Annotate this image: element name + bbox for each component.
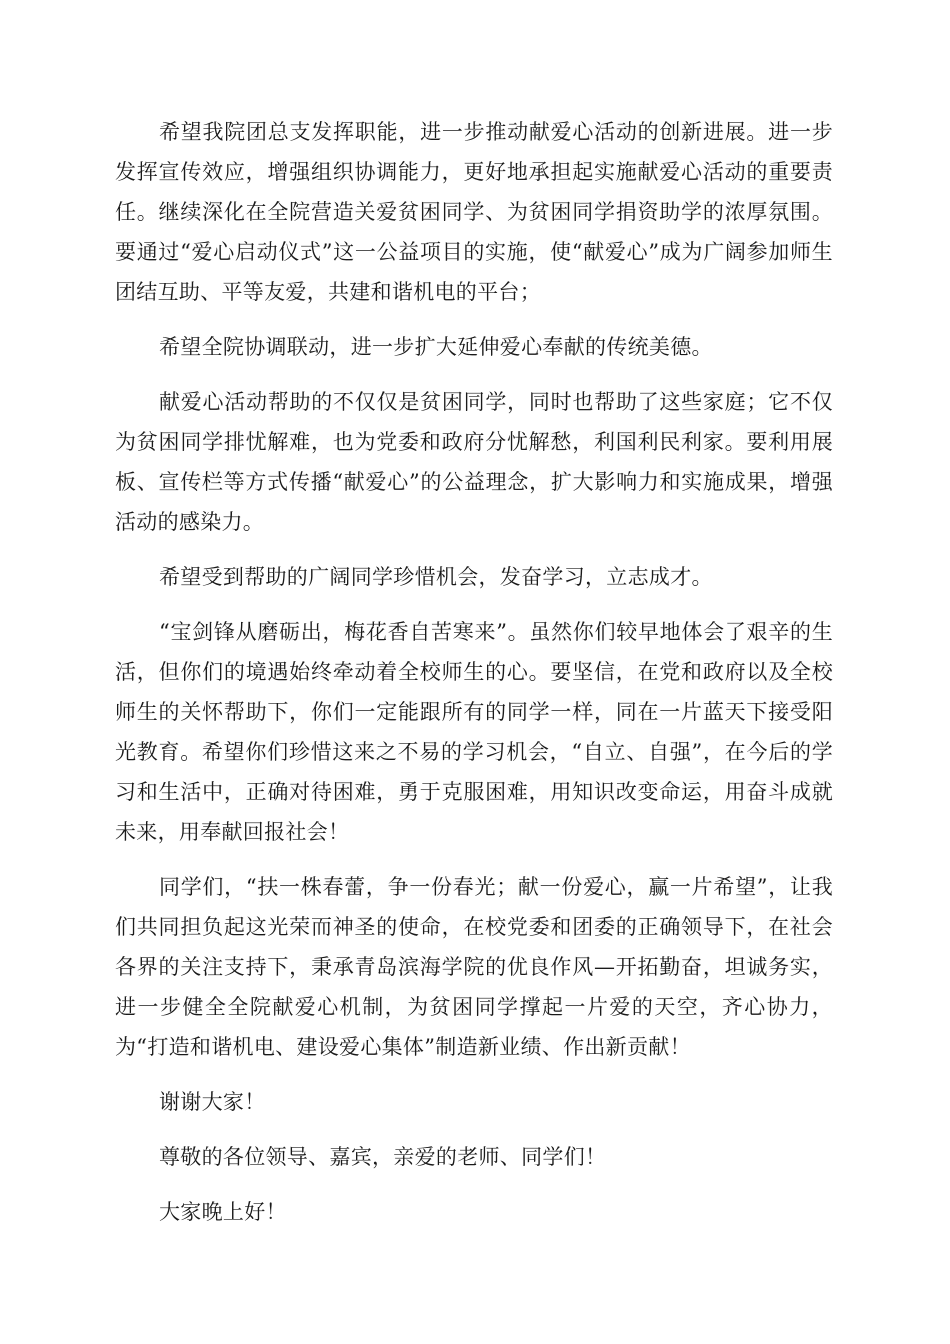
paragraph: “宝剑锋从磨砺出，梅花香自苦寒来”。虽然你们较早地体会了艰辛的生活，但你们的境遇始终牵动着全校师生的心。要坚信，在党和政府以及全校师生的关怀帮助下，你们一定能跟所有的同学一样，同在一片蓝天下接受阳光教育。希望你们珍惜这来之不易的学习机会，“自立、自强”，在今后的学习和生活中，正确对待困难，勇于克服困难，用知识改变命运，用奋斗成就未来，用奉献回报社会！ xyxy=(115,620,833,844)
paragraph: 尊敬的各位领导、嘉宾，亲爱的老师、同学们！ xyxy=(159,1145,607,1169)
document-body xyxy=(115,112,833,1247)
paragraph: 希望全院协调联动，进一步扩大延伸爱心奉献的传统美德。 xyxy=(159,335,713,359)
paragraph: 同学们，“扶一株春蕾，争一份春光；献一份爱心，赢一片希望”，让我们共同担负起这光荣而神圣的使命，在校党委和团委的正确领导下，在社会各界的关注支持下，秉承青岛滨海学院的优良作风—开拓勤奋，坦诚务实，进一步健全全院献爱心机制，为贫困同学撑起一片爱的天空，齐心协力，为“打造和谐机电、建设爱心集体”制造新业绩、作出新贡献！ xyxy=(115,875,833,1059)
paragraph: 谢谢大家！ xyxy=(159,1090,266,1114)
paragraph: 希望受到帮助的广阔同学珍惜机会，发奋学习，立志成才。 xyxy=(159,565,713,589)
paragraph: 献爱心活动帮助的不仅仅是贫困同学，同时也帮助了这些家庭；它不仅为贫困同学排忧解难，也为党委和政府分忧解愁，利国利民利家。要利用展板、宣传栏等方式传播“献爱心”的公益理念，扩大影响力和实施成果，增强活动的感染力。 xyxy=(115,390,833,534)
paragraph: 大家晚上好！ xyxy=(159,1200,287,1224)
paragraph: 希望我院团总支发挥职能，进一步推动献爱心活动的创新进展。进一步发挥宣传效应，增强组织协调能力，更好地承担起实施献爱心活动的重要责任。继续深化在全院营造关爱贫困同学、为贫困同学捐资助学的浓厚氛围。要通过“爱心启动仪式”这一公益项目的实施，使“献爱心”成为广阔参加师生团结互助、平等友爱，共建和谐机电的平台； xyxy=(115,120,833,304)
